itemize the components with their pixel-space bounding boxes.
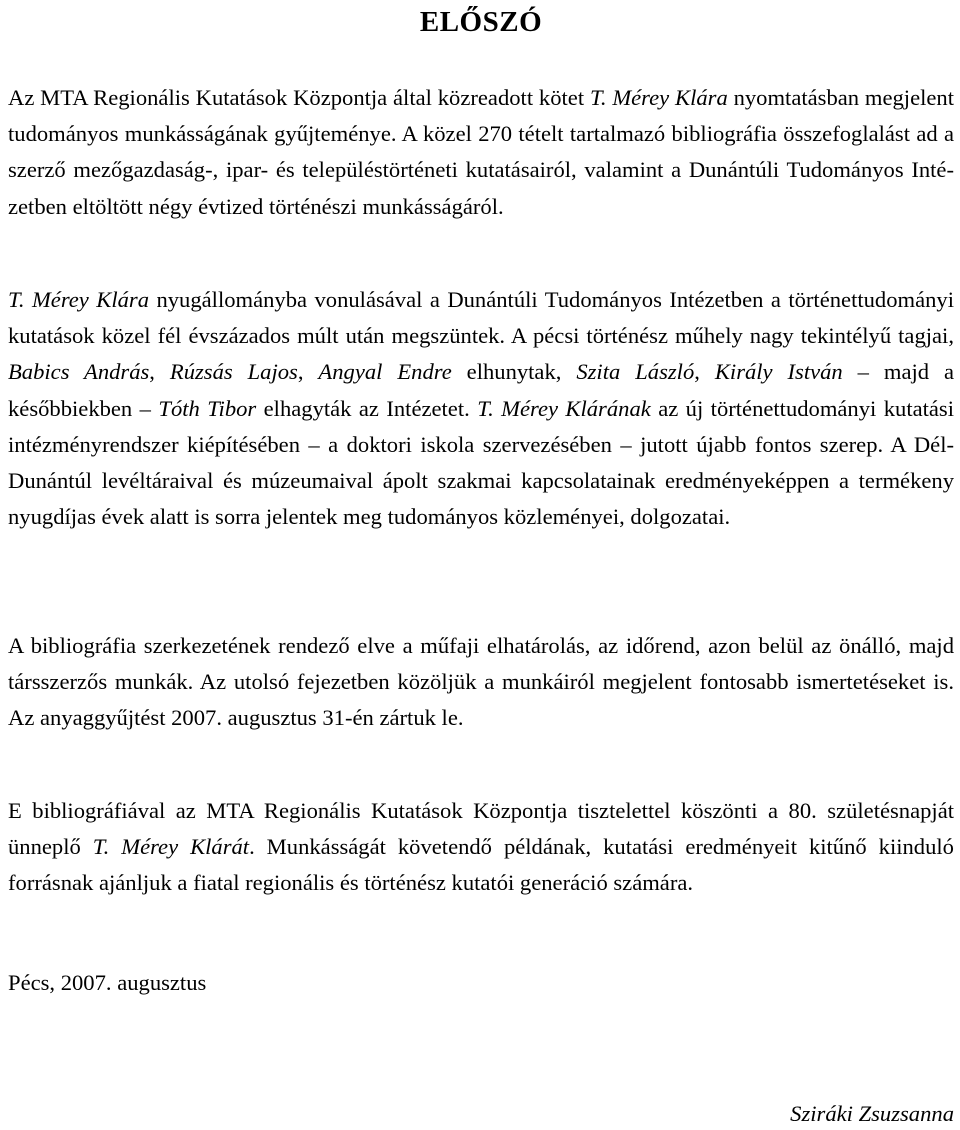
- paragraph-4: [8, 793, 954, 902]
- paragraph-text: elhagyták az Intézetet.: [256, 395, 478, 421]
- paragraph-text: E bibliográfiával az MTA Regionális Kutatások Központja tisztelettel köszönti a 80. születésnapját ünneplő: [8, 798, 954, 860]
- italic-name-text: T. Mérey Klára: [589, 85, 728, 110]
- italic-name-text: T. Mérey Klárának: [477, 395, 651, 421]
- paragraph-text: Az MTA Regionális Kutatások Központja által közreadott kötet: [8, 85, 590, 110]
- paragraph-text: elhunytak,: [451, 359, 577, 385]
- paragraph-text: A bibliográfia szerkezetének rendező elve a műfaji elhatárolás, az időrend, azon belül az önálló, majd társszerzős munkák. Az utolsó fejezetben közöljük a munkáiról megjelent fontosabb ismertetéseket is. Az anyaggyűjtést 2007. augusztus 31-én zártuk le.: [8, 633, 954, 731]
- paragraph-text: – majd a későbbiekben –: [8, 359, 955, 421]
- italic-name-text: Angyal Endre: [318, 359, 452, 385]
- place-date: Pécs, 2007. augusztus: [8, 970, 207, 995]
- paragraph-text: . Munkásságát követendő példának, kutatási eredményeit kitűnő kiinduló forrásnak ajánljuk a fiatal regionális és történész kutatói generáció számára.: [8, 834, 954, 896]
- paragraph-text: nyomtatásban megjelent tudományos munkásságának gyűjteménye. A közel 270 tételt tartalmazó bibliográfia összefoglalást ad a szerző mezőgazdaság-, ipar- és településtörténeti kutatásairól, valamint a Dunántúli Tudományos Intézetben eltöltött négy évtized történészi munkásságáról.: [8, 85, 954, 219]
- paragraph-text: ,: [694, 359, 715, 385]
- page-title: ELŐSZÓ: [419, 6, 543, 38]
- paragraph-2: [8, 282, 954, 535]
- italic-name-text: Rúzsás Lajos: [169, 359, 298, 385]
- italic-name-text: Babics András: [8, 359, 150, 385]
- document-page: [8, 0, 954, 1130]
- paragraph-text: nyugállományba vonulásával a Dunántúli Tudományos Intézetben a történettudományi kutatások közel fél évszázados múlt után megszüntek. A pécsi történész műhely nagy tekintélyű tagjai,: [8, 287, 954, 349]
- italic-name-text: Tóth Tibor: [158, 395, 257, 421]
- italic-name-text: Szita László: [576, 359, 695, 385]
- paragraph-text: az új történettudományi kutatási intézményrendszer kiépítésében – a doktori iskola szervezésében – jutott újabb fontos szerep. A Dél-Dunántúl levéltáraival és múzeumaival ápolt szakmai kapcsolatainak eredményeképpen a termékeny nyugdíjas évek alatt is sorra jelentek meg tudományos közleményei, dolgozatai.: [8, 395, 954, 530]
- paragraph-text: ,: [297, 359, 319, 385]
- paragraph-3: [8, 628, 954, 737]
- paragraph-text: ,: [149, 359, 170, 385]
- paragraph-1: [8, 80, 954, 225]
- italic-name-text: Király István: [714, 359, 843, 385]
- italic-name-text: T. Mérey Klárát: [92, 834, 250, 860]
- signature: Sziráki Zsuzsanna: [790, 1101, 954, 1126]
- italic-name-text: T. Mérey Klára: [8, 287, 150, 312]
